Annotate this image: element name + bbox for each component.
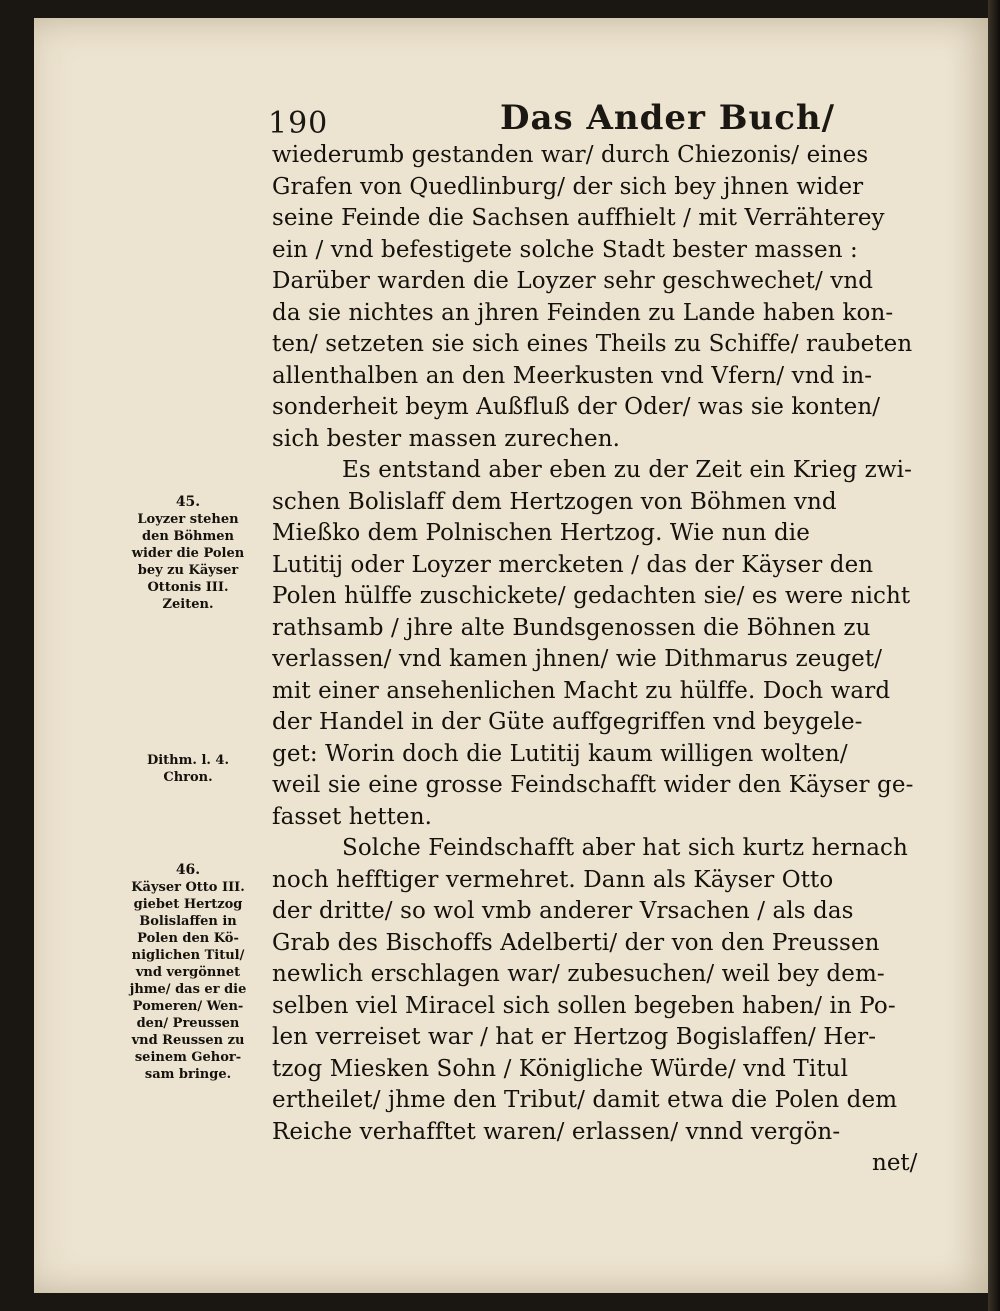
text-line: Lutitij oder Loyzer mercketen / das der Käyser den	[272, 551, 874, 578]
note-line: wider die Polen	[131, 546, 245, 561]
text-line: newlich erschlagen war/ zubesuchen/ weil bey dem-	[272, 961, 885, 987]
text-line: len verreiset war / hat er Hertzog Bogislaffen/ Her-	[272, 1024, 877, 1050]
text-line: Polen hülffe zuschickete/ gedachten sie/ es were nicht	[272, 583, 911, 609]
text-line: ten/ setzeten sie sich eines Theils zu Schiffe/ raubeten	[272, 331, 913, 357]
text-line: Grab des Bischoffs Adelberti/ der von den Preussen	[272, 929, 880, 956]
text-line: Darüber warden die Loyzer sehr geschwechet/ vnd	[272, 268, 874, 294]
book-spine-edge	[988, 0, 1000, 1311]
text-line: fasset hetten.	[272, 803, 433, 830]
catchword: net/	[872, 1150, 918, 1176]
running-head: Das Ander Buch/	[500, 98, 836, 138]
text-line: Solche Feindschafft aber hat sich kurtz hernach	[342, 835, 908, 861]
page-number: 190	[268, 106, 329, 141]
text-line: der Handel in der Güte auffgegriffen vnd beygele-	[272, 709, 863, 735]
text-line: Mießko dem Polnischen Hertzog. Wie nun die	[272, 520, 810, 546]
note-line: giebet Hertzog	[133, 897, 243, 912]
note-line: Bolislaffen in	[139, 914, 237, 929]
text-line: schen Bolislaff dem Hertzogen von Böhmen vnd	[272, 488, 837, 515]
note-line: den/ Preussen	[136, 1016, 240, 1031]
note-line: sam bringe.	[144, 1067, 232, 1082]
note-line: vnd vergönnet	[135, 965, 241, 980]
text-line: Es entstand aber eben zu der Zeit ein Krieg zwi-	[342, 457, 912, 483]
note-line: seinem Gehor-	[134, 1050, 242, 1065]
note-line: vnd Reussen zu	[131, 1033, 245, 1048]
text-line: selben viel Miracel sich sollen begeben haben/ in Po-	[272, 992, 896, 1019]
note-line: Dithm. l. 4.	[146, 753, 230, 768]
text-line: Reiche verhafftet waren/ erlassen/ vnnd vergön-	[272, 1118, 841, 1145]
note-line: Polen den Kö-	[137, 931, 239, 946]
note-number: 46.	[175, 862, 201, 878]
text-line: Grafen von Quedlinburg/ der sich bey jhnen wider	[272, 173, 864, 200]
note-line: jhme/ das er die	[129, 982, 247, 997]
text-line: da sie nichtes an jhren Feinden zu Lande haben kon-	[272, 299, 894, 326]
text-line: wiederumb gestanden war/ durch Chiezonis/ eines	[272, 142, 869, 168]
text-line: noch hefftiger vermehret. Dann als Käyser Otto	[272, 866, 834, 893]
marginal-note-45	[108, 494, 268, 613]
text-line: sonderheit beym Außfluß der Oder/ was sie konten/	[272, 394, 881, 420]
note-line: Chron.	[163, 770, 213, 785]
text-line: rathsamb / jhre alte Bundsgenossen die Böhnen zu	[272, 614, 871, 641]
text-line: allenthalben an den Meerkusten vnd Vfern/ vnd in-	[272, 362, 873, 389]
text-line: ein / vnd befestigete solche Stadt bester massen :	[272, 236, 858, 263]
note-line: Zeiten.	[162, 597, 214, 612]
note-number: 45.	[175, 494, 201, 510]
text-line: tzog Miesken Sohn / Königliche Würde/ vnd Titul	[272, 1055, 849, 1082]
note-line: niglichen Titul/	[131, 948, 245, 963]
text-line: sich bester massen zurechen.	[272, 425, 621, 452]
marginal-note-dithmarus	[108, 752, 268, 786]
note-line: bey zu Käyser	[137, 563, 239, 578]
text-line: mit einer ansehenlichen Macht zu hülffe. Doch ward	[272, 677, 891, 704]
text-line: verlassen/ vnd kamen jhnen/ wie Dithmarus zeuget/	[272, 646, 883, 672]
text-line: weil sie eine grosse Feindschafft wider den Käyser ge-	[272, 772, 914, 798]
page-header	[0, 98, 1000, 144]
note-line: Käyser Otto III.	[131, 880, 245, 895]
note-line: Pomeren/ Wen-	[132, 999, 244, 1014]
text-line: der dritte/ so wol vmb anderer Vrsachen / als das	[272, 898, 854, 924]
note-line: den Böhmen	[142, 529, 234, 544]
marginal-note-46	[108, 862, 268, 1083]
note-line: Loyzer stehen	[137, 512, 239, 527]
body-text	[272, 140, 952, 1148]
text-line: get: Worin doch die Lutitij kaum willigen wolten/	[272, 740, 848, 767]
text-line: seine Feinde die Sachsen auffhielt / mit Verrähterey	[272, 205, 885, 231]
note-line: Ottonis III.	[147, 580, 229, 595]
text-line: ertheilet/ jhme den Tribut/ damit etwa die Polen dem	[272, 1087, 898, 1113]
